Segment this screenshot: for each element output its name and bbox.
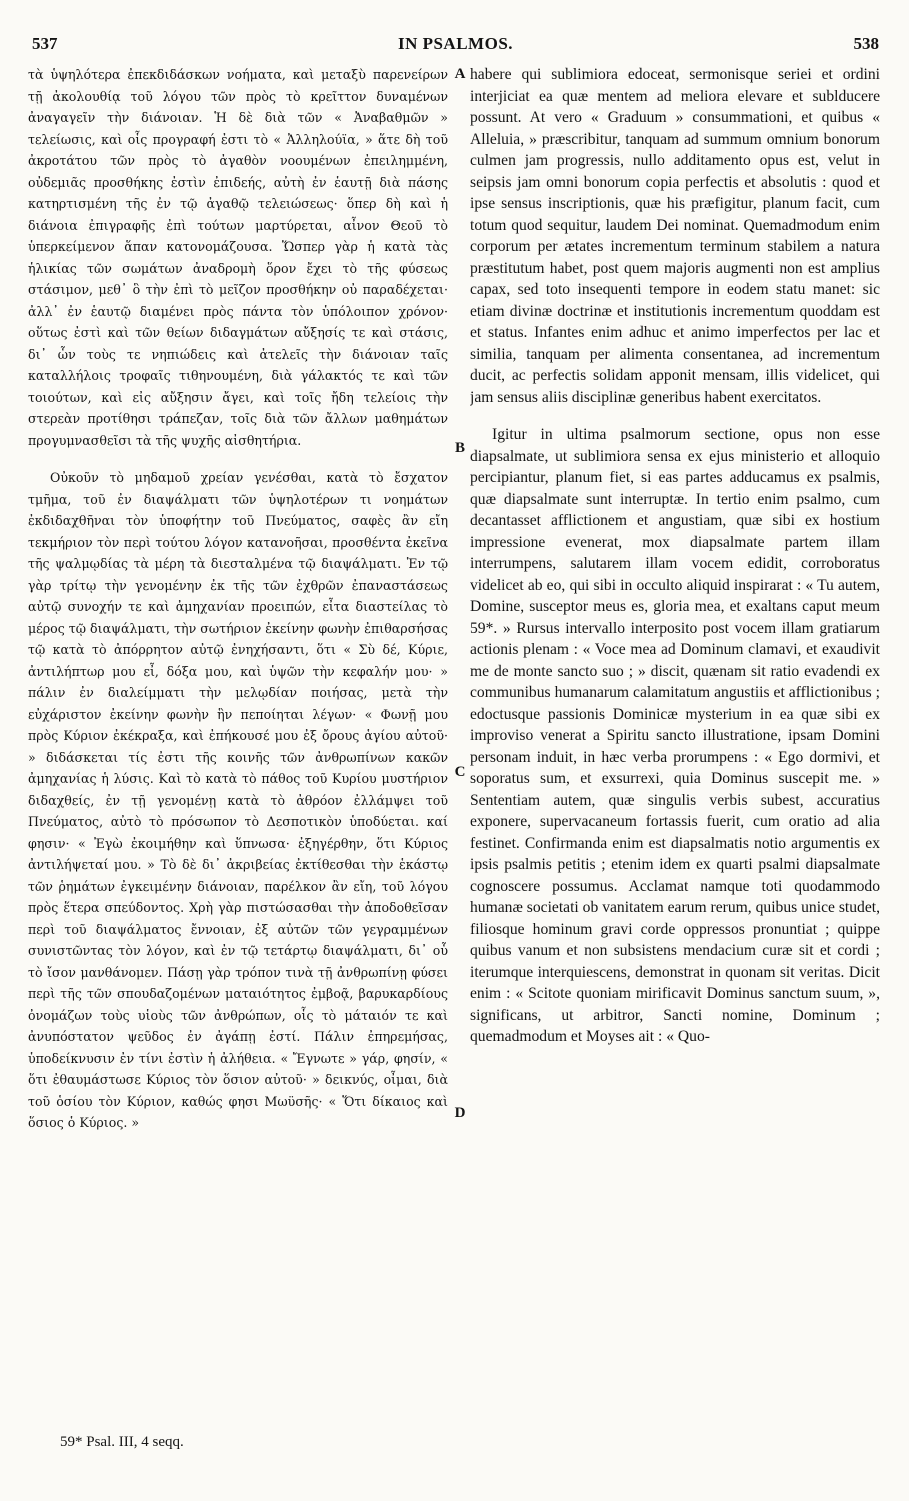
greek-paragraph-1: τὰ ὑψηλότερα ἐπεκδιδάσκων νοήματα, καὶ μεταξὺ παρενείρων τῇ ἀκολουθίᾳ τοῦ λόγου τῶν πρὸς τὸ κρεῖττον δυναμένων ἀναγαγεῖν τὴν διάνοιαν. Ἡ δὲ διὰ τῶν « Ἀναβαθμῶν » τελείωσις, καὶ οἷς προγραφή ἐστι τὸ « Ἀλληλούϊα, » ἅτε δὴ τοῦ ἀκροτάτου τῶν πρὸς τὸ ἀγαθὸν νοουμένων ἐπειλημμένη, οὐδεμιᾶς προσθήκης ἐστὶν ἐπιδεής, αὐτὴ ἐν ἑαυτῇ διὰ πάσης κατηρτισμένη τῆς ἐν τῷ ἀγαθῷ τελειώσεως· ὅπερ δὴ καὶ ἡ διάνοια ἐπιγραφῆς ἐπὶ τούτων μαρτύρεται, αἶνον Θεοῦ τὸ ὑπερκείμενον ἅπαν κατονομάζουσα. Ὥσπερ γὰρ ἡ κατὰ τὰς ἡλικίας τῶν σωμάτων ἀναδρομὴ ὅρον ἔχει τὸ τῆς φύσεως στάσιμον, μεθ᾽ ὃ τὴν ἐπὶ τὸ μεῖζον προσθήκην οὐ παραδέχεται· ἀλλ᾽ ἐν ἑαυτῷ διαμένει πρὸς πάντα τὸν ὑπόλοιπον χρόνον· οὕτως ἐστὶ καὶ τῶν θείων διδαγμάτων αὔξησίς τε καὶ στάσις, δι᾽ ὧν τοὺς τε νηπιώδεις καὶ ἀτελεῖς τὴν διάνοιαν ταῖς καταλλήλοις τροφαῖς τιθηνουμένη, διὰ γάλακτός τε καὶ τῶν τοιούτων, καὶ εἰς αὔξησιν ἄγει, καὶ τοῖς ἤδη τελείοις τὴν στερεὰν προτίθησι τράπεζαν, τοῖς διὰ τῶν ἄλλων μαθημάτων προγυμνασθεῖσι τὰ τῆς ψυχῆς αἰσθητήρια. [28,67,448,448]
running-title: IN PSALMOS. [397,34,514,53]
section-marker-b: B [454,440,465,456]
latin-column [470,64,880,1429]
page-number-right: 538 [853,34,879,53]
latin-paragraph-2: Igitur in ultima psalmorum sectione, opus non esse diapsalmate, ut sublimiora sensa ex ejus ministerio et alloquio percipiantur, planum fiet, si eas partes adducamus ex psalmis, quæ diapsalmate sunt interruptæ. In tertio enim psalmo, cum decantasset afflictionem et angustiam, quæ sibi ex hostium impressione evenerat, mox diapsalmate partem illam interrumpens, salutarem illam vocem edidit, corroboratus videlicet ab eo, qui sibi in occulto aliquid inspirarat : « Tu autem, Domine, susceptor meus es, gloria mea, et exaltans caput meum 59*. » Rursus intervallo interposito post vocem illam gratiarum actionis plenam : « Voce mea ad Dominum clamavi, et exaudivit me de monte sancto suo ; » discit, quænam sit ratio evadendi ex communibus humanarum calamitatum angustiis et afflictionibus ; edoctusque passionis Dominicæ mysterium in ea quæ sibi ex improviso venerat a Spiritu sancto illustratione, ipsam Domini personam induit, in hæc verba prorumpens : « Ego dormivi, et soporatus sum, et exsurrexi, quia Dominus suscepit me. » Sententiam autem, quæ singulis verbis subest, accuratius exponere, supervacaneum fortassis fuerit, cum oratio ad alia festinet. Confirmanda enim est diapsalmatis notio argumentis ex ipsis psalmis petitis ; etenim idem ex quarti psalmi diapsalmate cognoscere possumus. Acclamat namque toti quodammodo humanæ societati ob vanitatem earum rerum, quibus unice studet, filiosque hominum gravi corde oppressos pronuntiat ; quippe quibus vanum et non subsistens mendacium curæ sit et cordi ; iterumque interquiescens, demonstrat in quonam sit veritas. Dicit enim : « Scitote quoniam mirificavit Dominus sanctum suum, », significans, ut arbitror, Sancti nomine, Dominum ; quemadmodum et Moyses ait : « Quo- [470,426,880,1045]
page-number-left: 537 [32,34,58,53]
greek-column [28,64,448,1429]
section-marker-d: D [454,1105,466,1121]
latin-paragraph-1: habere qui sublimiora edoceat, sermonisque seriei et ordini interjiciat ea quæ mentem ad meliora elevare et sublducere possunt. At vero « Graduum » consummationi, et quibus « Alleluia, » præscribitur, tanquam ad summum omnium bonorum culmen jam progressis, nullo additamento opus est, velut in seipsis jam omni bonorum copia perfectis et absolutis : quod et ipse sensus inscriptionis, quæ his præfigitur, planum facit, cum totum quod sequitur, laudem Dei nominat. Quemadmodum enim corporum per ætates incrementum terminum stabilem a natura præstitutum habet, post quem majoris augmenti non est amplius capax, sed toto insequenti tempore in eodem statu manet: sic etiam divinæ doctrinæ et institutionis incrementum quoddam est et status. Infantes enim adhuc et animo imperfectos per lac et similia, tanquam per alimenta consentanea, ad incrementum ducit, ac perfectis solidam apponit mensam, illis videlicet, qui jam sensus aliis disciplinæ generibus habent exercitatos. [470,66,880,406]
section-marker-c: C [454,764,466,780]
greek-paragraph-2: Οὐκοῦν τὸ μηδαμοῦ χρείαν γενέσθαι, κατὰ τὸ ἔσχατον τμῆμα, τοῦ ἐν διαψάλματι τῶν ὑψηλοτέρων τι νοημάτων ἐκδιδαχθῆναι τὸν ὑποφήτην τοῦ Πνεύματος, σαφὲς ἂν εἴη τεκμήριον τὸν περὶ τούτου λόγον κατανοῆσαι, προσθέντα ἐκεῖνα τῆς ψαλμῳδίας τὰ μέρη τὰ διεσταλμένα τῷ διαψάλματι. Ἐν τῷ γὰρ τρίτῳ τὴν γενομένην ἐκ τῆς τῶν ἐχθρῶν ἐπαναστάσεως αὐτῷ συνοχήν τε καὶ ἀμηχανίαν προειπών, εἶτα διαστείλας τὸ μέρος τῷ διαψάλματι, τὴν σωτήριον ἐκείνην φωνὴν ἐπιθαρσήσας τῷ κατὰ τὸ ἀπόρρητον αὐτῷ ἐνηχήσαντι, ὅτι « Σὺ δέ, Κύριε, ἀντιλήπτωρ μου εἶ, δόξα μου, καὶ ὑψῶν τὴν κεφαλήν μου· » πάλιν ἐν διαλείμματι τὴν μελῳδίαν ποιήσας, μετὰ τὴν εὐχάριστον ἐκείνην φωνὴν ἣν πεποίηται λέγων· « Φωνῇ μου πρὸς Κύριον ἐκέκραξα, καὶ ἐπήκουσέ μου ἐξ ὄρους ἁγίου αὐτοῦ· » διδάσκεται τίς ἐστι τῆς κοινῆς τῶν ἀνθρωπίνων κακῶν ἀμηχανίας ἡ λύσις. Καὶ τὸ κατὰ τὸ πάθος τοῦ Κυρίου μυστήριον διδαχθείς, ἐν τῇ γενομένῃ κατὰ τὸ ἀθρόον ἐλλάμψει τοῦ Πνεύματος, αὐτὸ τὸ πρόσωπον τὸ Δεσποτικὸν ὑποδύεται. καί φησιν· « Ἐγὼ ἐκοιμήθην καὶ ὕπνωσα· ἐξηγέρθην, ὅτι Κύριος ἀντιλήψεταί μου. » Τὸ δὲ δι᾽ ἀκριβείας ἐκτίθεσθαι τὴν ἑκάστῳ τῶν ῥημάτων ἐγκειμένην διάνοιαν, παρέλκον ἂν εἴη, τοῦ λόγου πρὸς ἕτερα σπεύδοντος. Χρὴ γὰρ πιστώσασθαι τὴν ἀποδοθεῖσαν περὶ τοῦ διαψάλματος ἔννοιαν, ἐξ αὐτῶν τῶν γεγραμμένων συνιστῶντας τὸν λόγον, καὶ ἐν τῷ τετάρτῳ διαψάλματι, δι᾽ οὗ τὸ ἴσον μανθάνομεν. Πάσῃ γὰρ τρόπον τινὰ τῇ ἀνθρωπίνῃ φύσει περὶ τῆς τῶν σπουδαζομένων ματαιότητος ἐμβοᾷ, βαρυκαρδίους ὀνομάζων τοὺς υἱοὺς τῶν ἀνθρώπων, οἷς τὸ μάταιόν τε καὶ ἀνυπόστατον ψεῦδος ἐν ἀγάπῃ ἐστί. Πάλιν ἐπηρεμήσας, ὑποδείκνυσιν ἐν τίνι ἐστὶν ἡ ἀλήθεια. « Ἔγνωτε » γάρ, φησίν, « ὅτι ἐθαυμάστωσε Κύριος τὸν ὅσιον αὐτοῦ· » δεικνύς, οἶμαι, διὰ τοῦ ὁσίου τὸν Κύριον, καθώς φησι Μωϋσῆς· « Ὅτι δίκαιος καὶ ὅσιος ὁ Κύριος. » [28,470,448,1130]
section-marker-a: A [454,66,466,82]
footnote: 59* Psal. III, 4 seqq. [60,1434,184,1450]
page-header [32,34,879,58]
